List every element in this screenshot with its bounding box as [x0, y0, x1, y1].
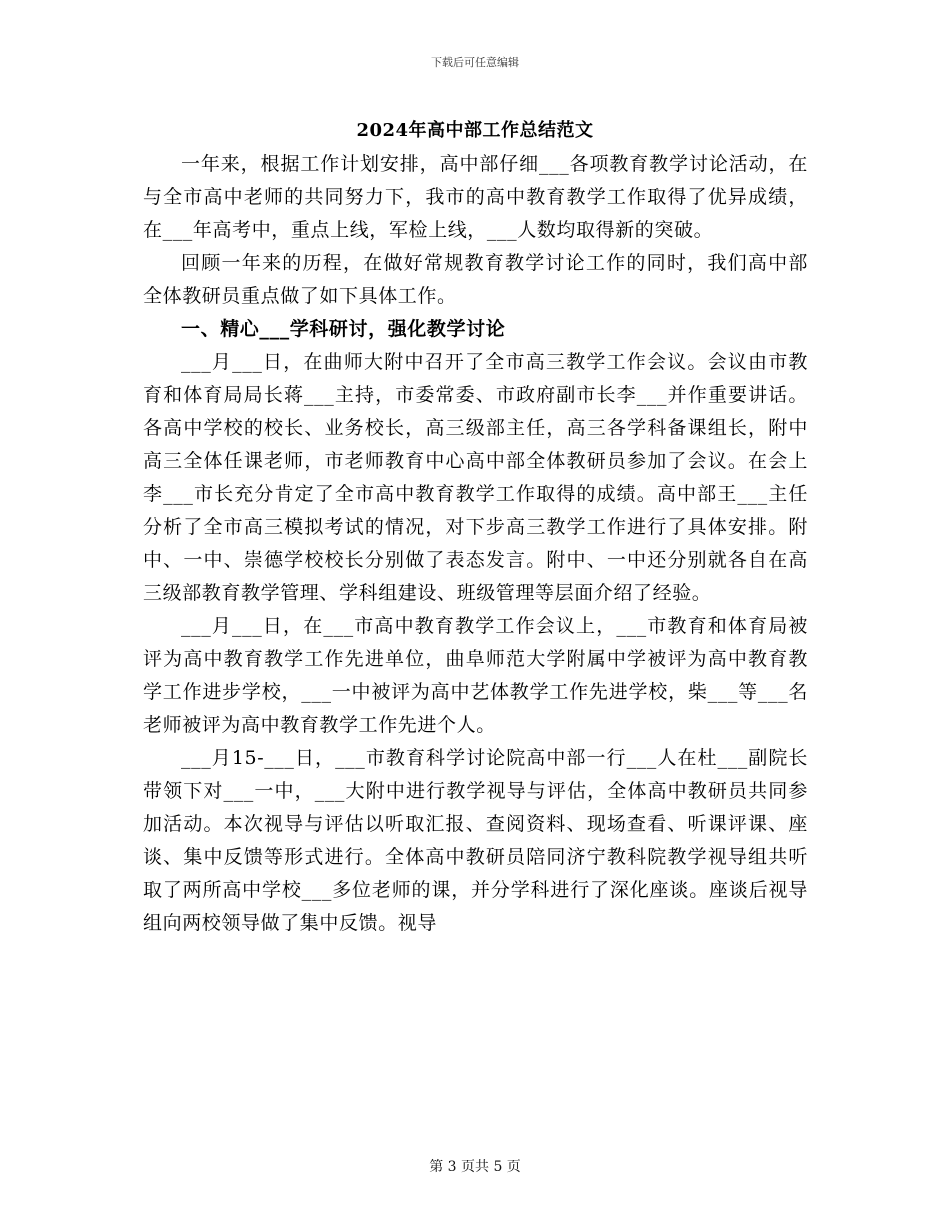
paragraph-review: 回顾一年来的历程，在做好常规教育教学讨论工作的同时，我们高中部全体教研员重点做了如下具体工作。: [143, 252, 808, 307]
page-number: 第 3 页共 5 页: [429, 1159, 521, 1175]
paragraph-awards: ___月___日，在___市高中教育教学工作会议上，___市教育和体育局被评为高中教育教学工作先进单位，曲阜师范大学附属中学被评为高中教育教学工作进步学校，___一中被评为高中艺体教学工作先进学校，柴___等___名老师被评为高中教育教学工作先进个人。: [143, 615, 808, 736]
header-note: 下载后可任意编辑: [431, 56, 519, 69]
section-heading-1: 一、精心___学科研讨，强化教学讨论: [181, 318, 506, 340]
document-title: 2024年高中部工作总结范文: [356, 120, 594, 141]
paragraph-inspection: ___月15-___日，___市教育科学讨论院高中部一行___人在杜___副院长带领下对___一中，___大附中进行教学视导与评估，全体高中教研员共同参加活动。本次视导与评估以听取汇报、查阅资料、现场查看、听课评课、座谈、集中反馈等形式进行。全体高中教研员陪同济宁教科院教学视导组共听取了两所高中学校___多位老师的课，并分学科进行了深化座谈。座谈后视导组向两校领导做了集中反馈。视导: [143, 747, 808, 934]
paragraph-meeting: ___月___日，在曲师大附中召开了全市高三教学工作会议。会议由市教育和体育局局长蒋___主持，市委常委、市政府副市长李___并作重要讲话。各高中学校的校长、业务校长，高三级部主任，高三各学科备课组长，附中高三全体任课老师，市老师教育中心高中部全体教研员参加了会议。在会上李___市长充分肯定了全市高中教育教学工作取得的成绩。高中部王___主任分析了全市高三模拟考试的情况，对下步高三教学工作进行了具体安排。附中、一中、崇德学校校长分别做了表态发言。附中、一中还分别就各自在高三级部教育教学管理、学科组建设、班级管理等层面介绍了经验。: [143, 351, 808, 604]
paragraph-intro: 一年来，根据工作计划安排，高中部仔细___各项教育教学讨论活动，在与全市高中老师的共同努力下，我市的高中教育教学工作取得了优异成绩，在___年高考中，重点上线，军检上线，___人数均取得新的突破。: [143, 153, 808, 241]
document-body: [143, 148, 808, 940]
